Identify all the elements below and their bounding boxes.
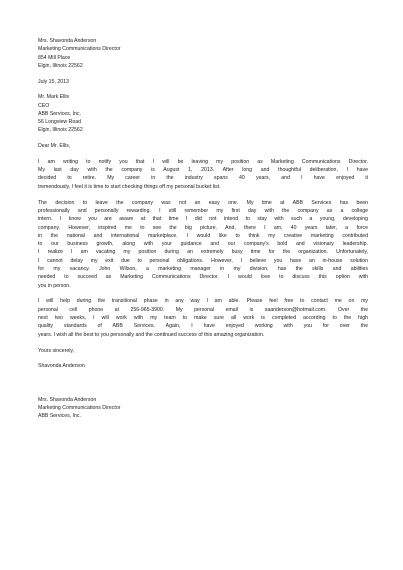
recipient-street: 56 Longview Road <box>38 119 81 126</box>
paragraph-line: professionally and personally rewarding. I still remember my first day with the company as a college <box>38 207 368 214</box>
sender-name: Mrs. Shavonda Anderson <box>38 38 97 44</box>
sender-city: Elgin, Illinois 22562 <box>38 62 83 69</box>
paragraph-line: for my vacancy. John Wilson, a marketing manager in my division, has the skills and abilities <box>38 265 368 272</box>
paragraph-line: I realize I am vacating my position during an extremely busy time for the organization. Unfortunately, <box>38 249 368 256</box>
sender-street: 854 Mill Place <box>38 54 71 61</box>
recipient-name: Mr. Mark Ellis <box>38 94 70 101</box>
paragraph-line: My last day with the company is August 1, 2013. After long and thoughtful deliberation, I have <box>38 167 368 174</box>
signature-block-name: Mrs. Shavonda Anderson <box>38 396 97 403</box>
sender-address <box>38 37 368 70</box>
signature-block-company: ABB Services, Inc. <box>38 413 81 420</box>
signature-block <box>38 396 368 421</box>
closing-block <box>38 347 368 355</box>
closing: Yours sincerely, <box>38 347 75 354</box>
paragraph-line: I cannot delay my exit due to personal obligations. However, I believe you have an in-house solution <box>38 257 368 264</box>
salutation: Dear Mr. Ellis, <box>38 143 71 150</box>
letter-page <box>38 37 368 428</box>
signature-line-block <box>38 362 368 370</box>
letter-date: July 15, 2013 <box>38 78 69 85</box>
salutation-block <box>38 142 368 150</box>
recipient-company: ABB Services, Inc. <box>38 110 81 117</box>
paragraph-line: decided to retire. My career in the industry spans 40 years, and I have enjoyed it <box>38 175 368 182</box>
paragraph-line: intern. I know you are aware at that time I did not intend to stay with such a young, developing <box>38 216 368 223</box>
sender-title: Marketing Communications Director <box>38 46 121 53</box>
signature-name: Shavonda Anderson <box>38 363 85 370</box>
paragraph-line: I am writing to notify you that I will be leaving my position as Marketing Communications Director. <box>38 158 368 165</box>
paragraph-line: company. However, inspired me to see the big picture. And, there I am, 40 years later, a force <box>38 224 368 231</box>
paragraph-line: I will help during the transitional phase in any way I am able. Please feel free to contact me on my <box>38 298 368 305</box>
paragraph-line: years. I wish all the best to you personally and the continued success of this amazing organization. <box>38 331 265 338</box>
body-paragraph-3 <box>38 297 368 338</box>
paragraph-line: next two weeks, I will work with my team to make sure all work is completed according to the high <box>38 315 368 322</box>
paragraph-line: in the national and international marketplace. I would like to think my creative marketing contributed <box>38 232 368 239</box>
paragraph-line: you in person. <box>38 282 71 289</box>
body-paragraph-2 <box>38 199 368 290</box>
paragraph-line: personal cell phone at 256-965-3900. My personal email is saanderson@hotmail.com. Over the <box>38 306 368 313</box>
signature-block-title: Marketing Communications Director <box>38 404 121 411</box>
paragraph-line: tremendously, I feel it is time to start checking things off my personal bucket list. <box>38 183 221 190</box>
paragraph-line: needed to succeed as Marketing Communications Director. I would love to discuss this option with <box>38 274 368 281</box>
recipient-city: Elgin, Illinois 22562 <box>38 127 83 134</box>
recipient-address <box>38 93 368 134</box>
letter-date-block <box>38 78 368 86</box>
recipient-title: CEO <box>38 102 50 109</box>
paragraph-line: to our business growth, along with your guidance and our company's bold and visionary leadership. <box>38 241 368 248</box>
paragraph-line: The decision to leave the company was not an easy one. My time at ABB Services has been <box>38 199 368 206</box>
body-paragraph-1 <box>38 158 368 191</box>
paragraph-line: quality standards of ABB Services. Again, I have enjoyed working with you for over the <box>38 323 368 330</box>
